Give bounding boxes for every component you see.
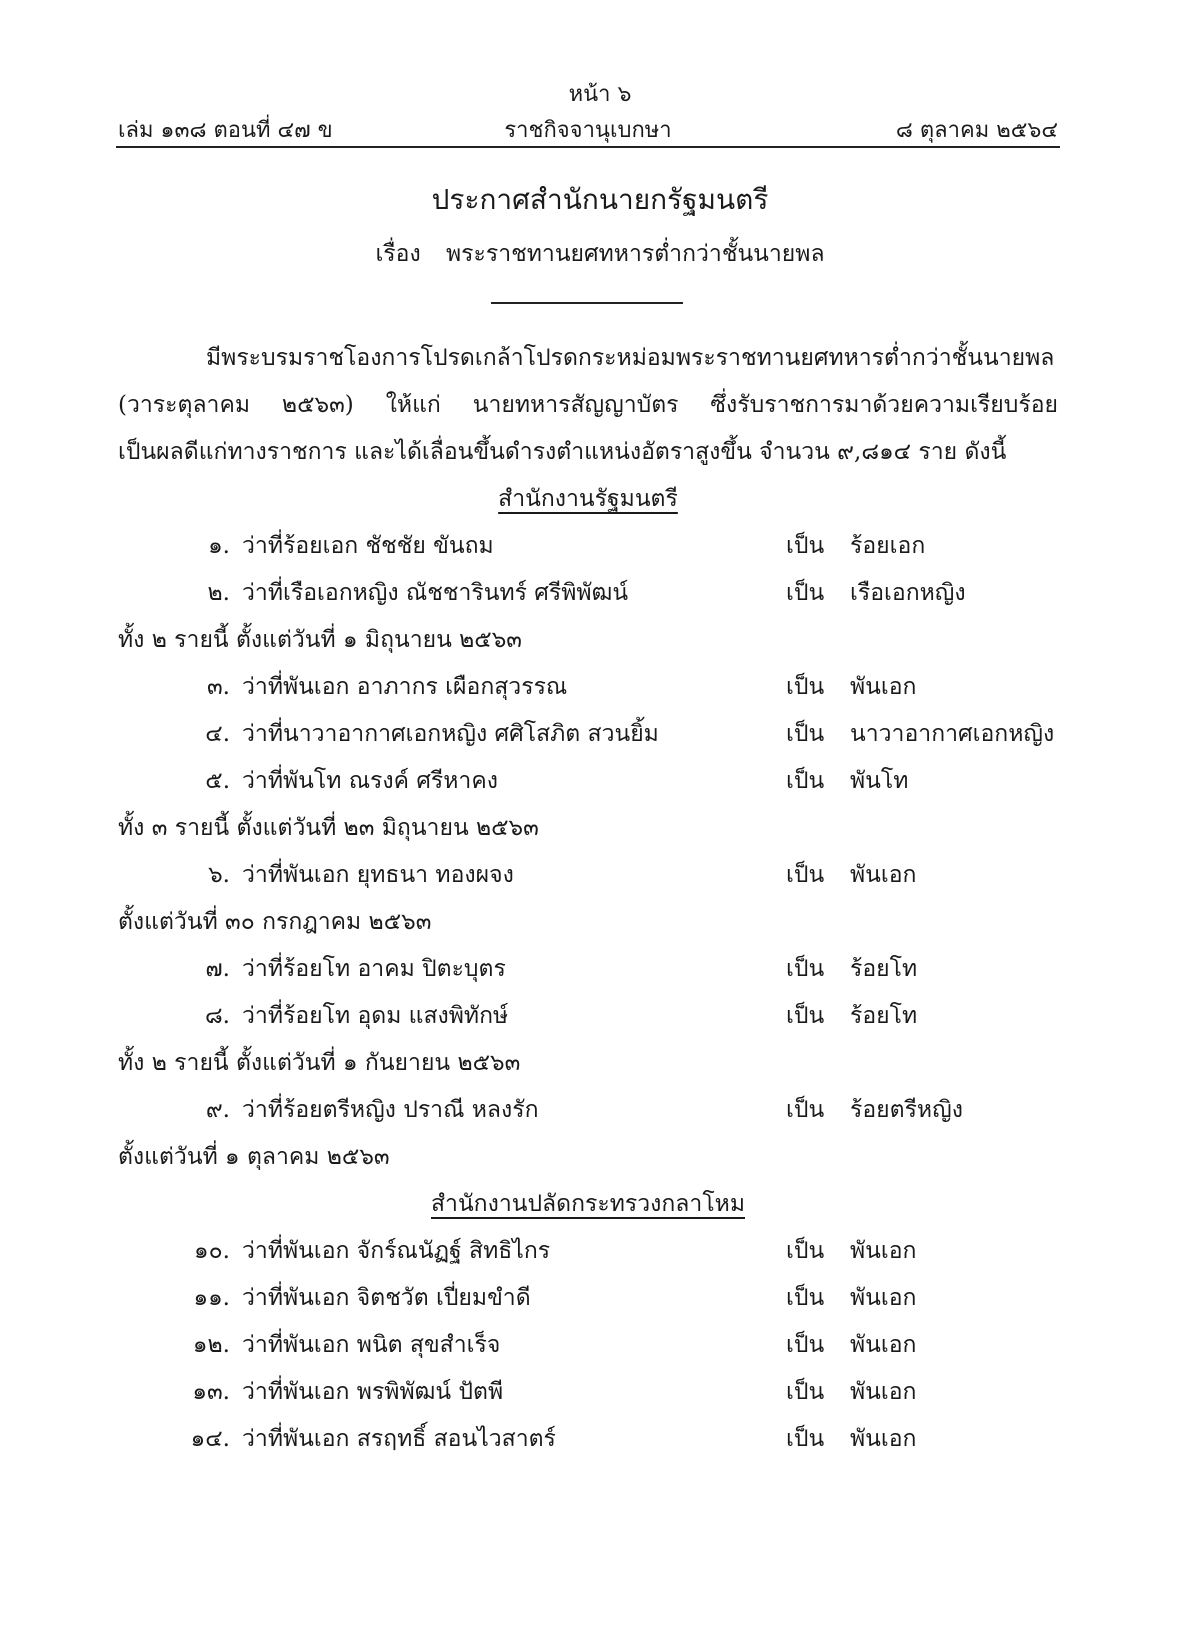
- entry-number: ๑๓.: [192, 1379, 230, 1405]
- document-body: [118, 335, 1058, 1463]
- publish-date: ๘ ตุลาคม ๒๕๖๔: [895, 118, 1058, 143]
- intro-paragraph: [118, 335, 1058, 476]
- list-item: [118, 711, 1058, 758]
- list-item: [118, 1416, 1058, 1463]
- gazette-header: [118, 112, 1058, 146]
- page-number: หน้า ๖: [568, 82, 632, 107]
- entry-pen-label: เป็น: [786, 1379, 825, 1405]
- effective-date: ทั้ง ๓ รายนี้ ตั้งแต่วันที่ ๒๓ มิถุนายน ๒๕๖๓: [118, 815, 539, 841]
- list-item: [118, 1322, 1058, 1369]
- entry-rank: พันเอก: [850, 862, 917, 888]
- entry-number: ๙.: [205, 1097, 230, 1123]
- entry-name: ว่าที่ร้อยโท อุดม แสงพิทักษ์: [242, 1003, 509, 1029]
- intro-line: มีพระบรมราชโองการโปรดเกล้าโปรดกระหม่อมพระราชทานยศทหารต่ำกว่าชั้นนายพล: [206, 345, 1055, 371]
- entry-name: ว่าที่เรือเอกหญิง ณัชชารินทร์ ศรีพิพัฒน์: [242, 580, 629, 606]
- entry-number: ๗.: [205, 956, 230, 982]
- subject-text: พระราชทานยศทหารต่ำกว่าชั้นนายพล: [446, 241, 825, 267]
- list-item: [118, 1228, 1058, 1275]
- entry-rank: พันเอก: [850, 1332, 917, 1358]
- list-item: [118, 523, 1058, 570]
- intro-line: (วาระตุลาคม ๒๕๖๓) ให้แก่ นายทหารสัญญาบัตร ซึ่งรับราชการมาด้วยความเรียบร้อย: [118, 392, 1058, 418]
- department-heading: [118, 1181, 1058, 1228]
- entry-rank: พันโท: [850, 768, 909, 794]
- department-list: [118, 476, 1058, 1463]
- entry-number: ๒.: [207, 580, 230, 606]
- effective-date: ตั้งแต่วันที่ ๑ ตุลาคม ๒๕๖๓: [118, 1144, 390, 1170]
- list-item: [118, 570, 1058, 617]
- entry-name: ว่าที่ร้อยโท อาคม ปิตะบุตร: [242, 956, 506, 982]
- entry-rank: พันเอก: [850, 1379, 917, 1405]
- subject-label: เรื่อง: [375, 241, 421, 267]
- effective-date: ตั้งแต่วันที่ ๓๐ กรกฎาคม ๒๕๖๓: [118, 909, 432, 935]
- entry-number: ๖.: [208, 862, 230, 888]
- entry-name: ว่าที่ร้อยตรีหญิง ปราณี หลงรัก: [242, 1097, 539, 1123]
- entry-number: ๑๑.: [193, 1285, 230, 1311]
- entry-name: ว่าที่พันเอก จักร์ณนัฏฐ์ สิทธิไกร: [242, 1238, 551, 1264]
- entry-name: ว่าที่พันเอก อาภากร เผือกสุวรรณ: [242, 674, 568, 700]
- volume-issue: เล่ม ๑๓๘ ตอนที่ ๔๗ ข: [118, 118, 333, 143]
- entry-number: ๓.: [206, 674, 230, 700]
- entry-pen-label: เป็น: [786, 674, 825, 700]
- effective-date: ทั้ง ๒ รายนี้ ตั้งแต่วันที่ ๑ มิถุนายน ๒๕๖๓: [118, 627, 523, 653]
- entry-rank: ร้อยตรีหญิง: [850, 1097, 963, 1123]
- entry-pen-label: เป็น: [786, 1332, 825, 1358]
- header-rule: [116, 146, 1060, 148]
- entry-number: ๘.: [204, 1003, 230, 1029]
- entry-pen-label: เป็น: [786, 956, 825, 982]
- entry-name: ว่าที่พันเอก พนิต สุขสำเร็จ: [242, 1332, 501, 1358]
- list-item: [118, 852, 1058, 899]
- entry-rank: ร้อยโท: [850, 1003, 918, 1029]
- entry-pen-label: เป็น: [786, 1285, 825, 1311]
- list-item: [118, 1087, 1058, 1134]
- entry-pen-label: เป็น: [786, 533, 825, 559]
- entry-rank: เรือเอกหญิง: [850, 580, 966, 606]
- intro-line: เป็นผลดีแก่ทางราชการ และได้เลื่อนขึ้นดำรงตำแหน่งอัตราสูงขึ้น จำนวน ๙,๘๑๔ ราย ดังนี้: [118, 439, 1007, 465]
- entry-pen-label: เป็น: [786, 1238, 825, 1264]
- entry-name: ว่าที่พันโท ณรงค์ ศรีหาคง: [242, 768, 498, 794]
- entry-number: ๔.: [205, 721, 230, 747]
- entry-rank: ร้อยโท: [850, 956, 918, 982]
- entry-rank: พันเอก: [850, 674, 917, 700]
- entry-pen-label: เป็น: [786, 580, 825, 606]
- list-item: [118, 993, 1058, 1040]
- gazette-name: ราชกิจจานุเบกษา: [504, 118, 672, 143]
- entry-number: ๕.: [205, 768, 230, 794]
- entry-rank: พันเอก: [850, 1426, 917, 1452]
- entry-number: ๑๔.: [190, 1426, 230, 1452]
- list-item: [118, 946, 1058, 993]
- entry-pen-label: เป็น: [786, 721, 825, 747]
- department-name: สำนักงานรัฐมนตรี: [498, 486, 678, 512]
- list-item: [118, 758, 1058, 805]
- document-subject: [0, 236, 1200, 272]
- list-item: [118, 664, 1058, 711]
- entry-rank: พันเอก: [850, 1238, 917, 1264]
- entry-name: ว่าที่พันเอก ยุทธนา ทองผจง: [242, 862, 514, 888]
- entry-name: ว่าที่พันเอก สรฤทธิ์ สอนไวสาตร์: [242, 1426, 556, 1452]
- effective-date: ทั้ง ๒ รายนี้ ตั้งแต่วันที่ ๑ กันยายน ๒๕๖๓: [118, 1050, 521, 1076]
- entry-rank: นาวาอากาศเอกหญิง: [850, 721, 1055, 747]
- entry-pen-label: เป็น: [786, 768, 825, 794]
- department-heading: [118, 476, 1058, 523]
- entry-pen-label: เป็น: [786, 1003, 825, 1029]
- entry-name: ว่าที่นาวาอากาศเอกหญิง ศศิโสภิต สวนยิ้ม: [242, 721, 659, 747]
- entry-number: ๑.: [208, 533, 230, 559]
- entry-pen-label: เป็น: [786, 1097, 825, 1123]
- entry-number: ๑๐.: [194, 1238, 230, 1264]
- list-item: [118, 1275, 1058, 1322]
- entry-name: ว่าที่พันเอก จิตชวัต เปี่ยมขำดี: [242, 1285, 531, 1311]
- list-item: [118, 1369, 1058, 1416]
- entry-name: ว่าที่ร้อยเอก ชัชชัย ขันถม: [242, 533, 494, 559]
- entry-pen-label: เป็น: [786, 862, 825, 888]
- entry-name: ว่าที่พันเอก พรพิพัฒน์ ปัตพี: [242, 1379, 504, 1405]
- title-divider: [491, 302, 683, 304]
- document-title: ประกาศสำนักนายกรัฐมนตรี: [431, 183, 769, 216]
- department-name: สำนักงานปลัดกระทรวงกลาโหม: [430, 1191, 745, 1217]
- entry-pen-label: เป็น: [786, 1426, 825, 1452]
- entry-number: ๑๒.: [192, 1332, 230, 1358]
- entry-rank: ร้อยเอก: [850, 533, 926, 559]
- entry-rank: พันเอก: [850, 1285, 917, 1311]
